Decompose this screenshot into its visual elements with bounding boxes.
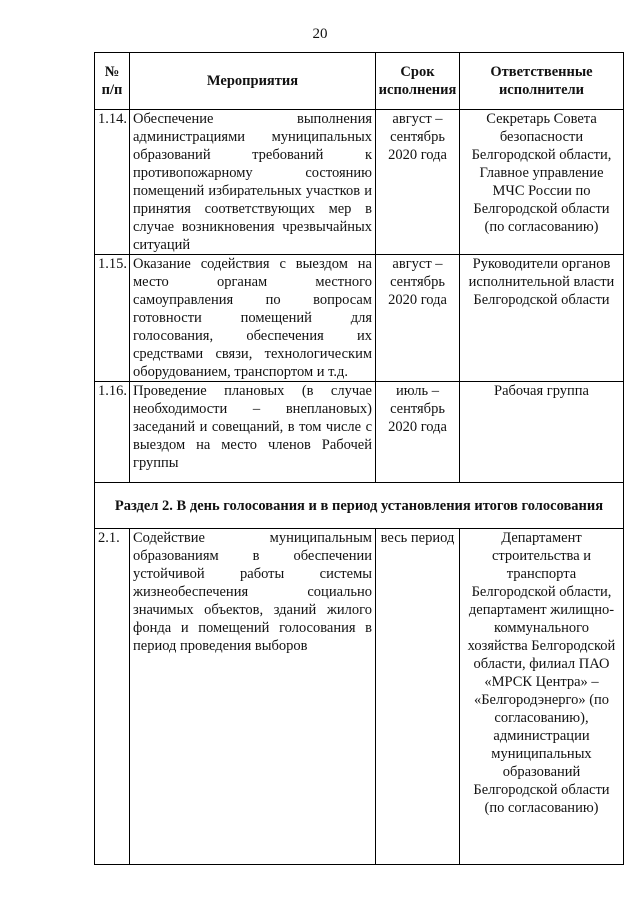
row-num: 1.16. <box>95 382 130 483</box>
row-activity: Содействие муниципальным образованиям в обеспечении устойчивой работы системы жизнеобеспечения социально значимых объектов, зданий жилого фонда и помещений голосования в период проведения выборов <box>130 529 376 865</box>
row-term: август – сентябрь 2020 года <box>376 255 460 382</box>
row-num: 2.1. <box>95 529 130 865</box>
section-title: Раздел 2. В день голосования и в период установления итогов голосования <box>95 483 624 529</box>
row-num: 1.14. <box>95 110 130 255</box>
table-row <box>95 529 624 865</box>
header-num: № п/п <box>95 53 130 110</box>
header-responsible: Ответственные исполнители <box>460 53 624 110</box>
row-term: август – сентябрь 2020 года <box>376 110 460 255</box>
header-term: Срок исполнения <box>376 53 460 110</box>
table-row <box>95 110 624 255</box>
table-header-row <box>95 53 624 110</box>
row-activity: Проведение плановых (в случае необходимости – внеплановых) заседаний и совещаний, в том числе с выездом на место членов Рабочей группы <box>130 382 376 483</box>
row-responsible: Департамент строительства и транспорта Белгородской области, департамент жилищно-коммунального хозяйства Белгородской области, филиал ПАО «МРСК Центра» – «Белгородэнерго» (по согласованию), администрации муниципальных образований Белгородской области (по согласованию) <box>460 529 624 865</box>
page-number: 20 <box>312 26 328 42</box>
plan-table <box>94 52 624 865</box>
row-responsible: Рабочая группа <box>460 382 624 483</box>
row-term: весь период <box>376 529 460 865</box>
table-row <box>95 255 624 382</box>
row-term: июль – сентябрь 2020 года <box>376 382 460 483</box>
header-activity: Мероприятия <box>130 53 376 110</box>
row-activity: Оказание содействия с выездом на место органам местного самоуправления по вопросам готовности помещений для голосования, обеспечения их средствами связи, технологическим оборудованием, транспортом и т.д. <box>130 255 376 382</box>
row-responsible: Секретарь Совета безопасности Белгородской области, Главное управление МЧС России по Белгородской области (по согласованию) <box>460 110 624 255</box>
section-row <box>95 483 624 529</box>
table-row <box>95 382 624 483</box>
row-num: 1.15. <box>95 255 130 382</box>
row-activity: Обеспечение выполнения администрациями муниципальных образований требований к противопожарному состоянию помещений избирательных участков и принятия соответствующих мер в случае возникновения чрезвычайных ситуаций <box>130 110 376 255</box>
row-responsible: Руководители органов исполнительной власти Белгородской области <box>460 255 624 382</box>
